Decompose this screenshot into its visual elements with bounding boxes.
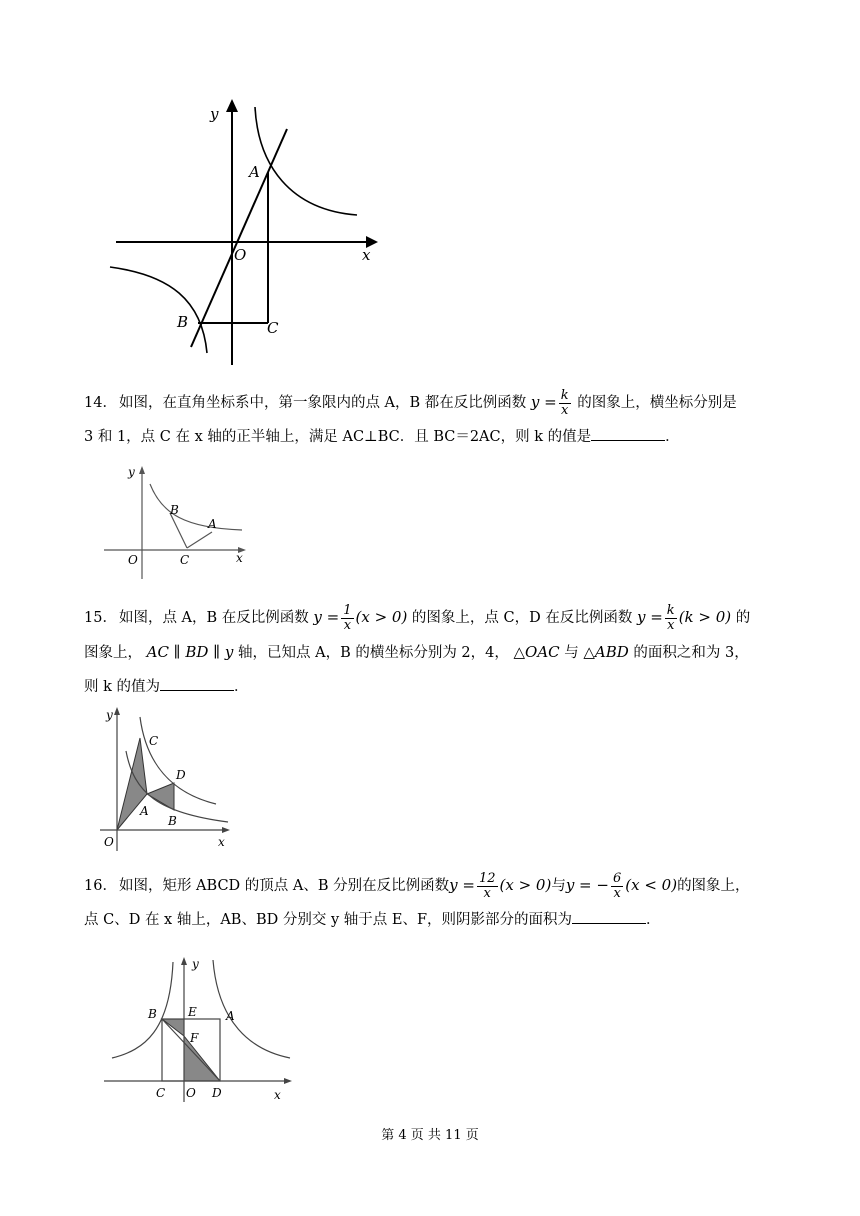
label-d: D <box>176 768 186 782</box>
segment-ca <box>187 532 212 548</box>
q15-f2-cond: (k > 0) <box>678 608 732 626</box>
label-a: A <box>140 804 149 818</box>
q15-answer-blank[interactable] <box>160 676 234 691</box>
y-axis-arrow <box>226 99 238 112</box>
q15-line-3 <box>84 670 784 704</box>
q15-f2-den: x <box>667 617 675 633</box>
q14-text-3: 3 和 1，点 C 在 x 轴的正半轴上，满足 AC⊥BC．且 BC＝2AC，则 k 的值是 <box>84 429 592 445</box>
q15-f1-lhs: y = <box>313 608 340 626</box>
q16-f1-cond: (x > 0) <box>499 876 552 894</box>
curve-right-branch <box>213 960 290 1058</box>
q15-f2-fraction <box>665 604 677 633</box>
label-f: F <box>190 1031 199 1045</box>
q14-frac-num: k <box>560 387 569 403</box>
label-y: y <box>128 465 135 479</box>
label-b: B <box>177 313 189 331</box>
q16-line-2 <box>84 903 784 937</box>
q15-line-2 <box>84 635 784 670</box>
hyperbola-branch-1 <box>255 107 357 215</box>
q15-parallel: AC ∥ BD ∥ y <box>146 643 234 661</box>
label-c: C <box>180 553 190 567</box>
figure-15-svg <box>96 703 246 853</box>
q16-text-3: 的图象上， <box>677 878 750 894</box>
q16-f2-den: x <box>613 885 621 901</box>
label-c: C <box>267 319 279 337</box>
q16-answer-blank[interactable] <box>572 909 646 924</box>
label-b: B <box>148 1007 157 1021</box>
q15-text-3: 的 <box>731 610 751 626</box>
shaded-triangle-bef <box>162 1019 184 1036</box>
q14-text-2: 的图象上，横坐标分别是 <box>572 395 737 411</box>
page-footer: 第 4 页 共 11 页 <box>381 1128 479 1143</box>
label-a: A <box>208 517 217 531</box>
hyperbola-branch-3 <box>110 267 207 353</box>
question-15 <box>84 600 784 704</box>
label-y: y <box>192 957 199 971</box>
q14-number: 14． <box>84 395 117 411</box>
q14-formula-lhs: y = <box>530 393 557 411</box>
q16-f1-num: 12 <box>478 870 496 886</box>
label-o: O <box>234 246 247 264</box>
label-a: A <box>226 1009 235 1023</box>
q15-text-4: 图象上， <box>84 645 147 661</box>
label-y: y <box>106 708 113 722</box>
q15-line-1 <box>84 600 784 635</box>
q16-text-4: 点 C、D 在 x 轴上，AB、BD 分别交 y 轴于点 E、F，则阴影部分的面积为 <box>84 912 573 928</box>
label-d: D <box>212 1086 222 1100</box>
label-a: A <box>249 163 260 181</box>
curve-left-branch <box>112 962 173 1058</box>
q16-line-1 <box>84 868 784 903</box>
q16-f1-fraction <box>477 872 498 901</box>
label-x: x <box>218 835 225 849</box>
q16-number: 16． <box>84 878 117 894</box>
label-x: x <box>236 551 243 565</box>
q15-triangle-oac: △OAC <box>513 643 560 661</box>
q14-text-1: 如图，在直角坐标系中，第一象限内的点 A，B 都在反比例函数 <box>118 395 531 411</box>
q15-text-5: 轴，已知点 A，B 的横坐标分别为 2，4， <box>233 645 514 661</box>
figure-14-svg <box>100 462 260 582</box>
q16-f2-cond: (x < 0) <box>625 876 678 894</box>
q15-text-7: 的面积之和为 3， <box>628 645 749 661</box>
q14-line-2 <box>84 420 784 454</box>
q14-frac-den: x <box>560 402 569 418</box>
curve-k-over-x <box>140 717 216 804</box>
figure-16-svg <box>100 952 300 1107</box>
q15-f1-den: x <box>343 617 352 633</box>
y-axis-arrow <box>181 957 187 965</box>
q15-triangle-abd: △ABD <box>583 643 629 661</box>
figure-14 <box>100 462 260 582</box>
label-o: O <box>186 1086 196 1100</box>
figure-15 <box>96 703 246 853</box>
label-c: C <box>156 1086 166 1100</box>
figure-13 <box>100 95 390 375</box>
y-axis-arrow <box>114 707 120 715</box>
figure-13-svg <box>100 95 390 375</box>
q15-f2-num: k <box>666 602 675 618</box>
question-14 <box>84 385 784 454</box>
q15-text-1: 如图，点 A，B 在反比例函数 <box>118 610 314 626</box>
q14-answer-blank[interactable] <box>591 426 665 441</box>
q15-f2-lhs: y = <box>636 608 663 626</box>
label-o: O <box>128 553 138 567</box>
q16-f1-den: x <box>483 885 491 901</box>
q15-f1-num: 1 <box>343 602 352 618</box>
q15-text-2: 的图象上，点 C，D 在反比例函数 <box>407 610 637 626</box>
q14-line-1 <box>84 385 784 420</box>
label-c: C <box>149 734 159 748</box>
figure-16 <box>100 952 300 1107</box>
label-o: O <box>104 835 114 849</box>
label-x: x <box>274 1088 281 1102</box>
label-e: E <box>188 1005 197 1019</box>
q16-text-1: 如图，矩形 ABCD 的顶点 A、B 分别在反比例函数 <box>118 878 450 894</box>
label-y: y <box>210 105 219 123</box>
label-b: B <box>168 814 177 828</box>
hyperbola-curve <box>150 484 242 530</box>
label-x: x <box>362 246 371 264</box>
q16-f2-lhs: y = − <box>565 876 609 894</box>
q15-text-8: 则 k 的值为 <box>84 679 161 695</box>
q16-f2-fraction <box>611 872 623 901</box>
y-axis-arrow <box>139 466 145 474</box>
q15-f1-cond: (x > 0) <box>355 608 408 626</box>
q14-fraction <box>559 389 571 418</box>
q15-end: ． <box>234 679 249 695</box>
q16-f1-lhs: y = <box>449 876 475 894</box>
q15-text-6: 与 <box>559 645 584 661</box>
q15-number: 15． <box>84 610 117 626</box>
x-axis-arrow <box>284 1078 292 1084</box>
segment-bc <box>170 513 187 548</box>
q14-end: ． <box>665 429 680 445</box>
x-axis-arrow <box>222 827 230 833</box>
label-b: B <box>170 503 179 517</box>
q16-text-2: 与 <box>551 878 566 894</box>
question-16 <box>84 868 784 937</box>
line-ab <box>191 129 287 347</box>
q16-end: ． <box>646 912 661 928</box>
q16-f2-num: 6 <box>612 870 622 886</box>
q15-f1-fraction <box>341 604 353 633</box>
